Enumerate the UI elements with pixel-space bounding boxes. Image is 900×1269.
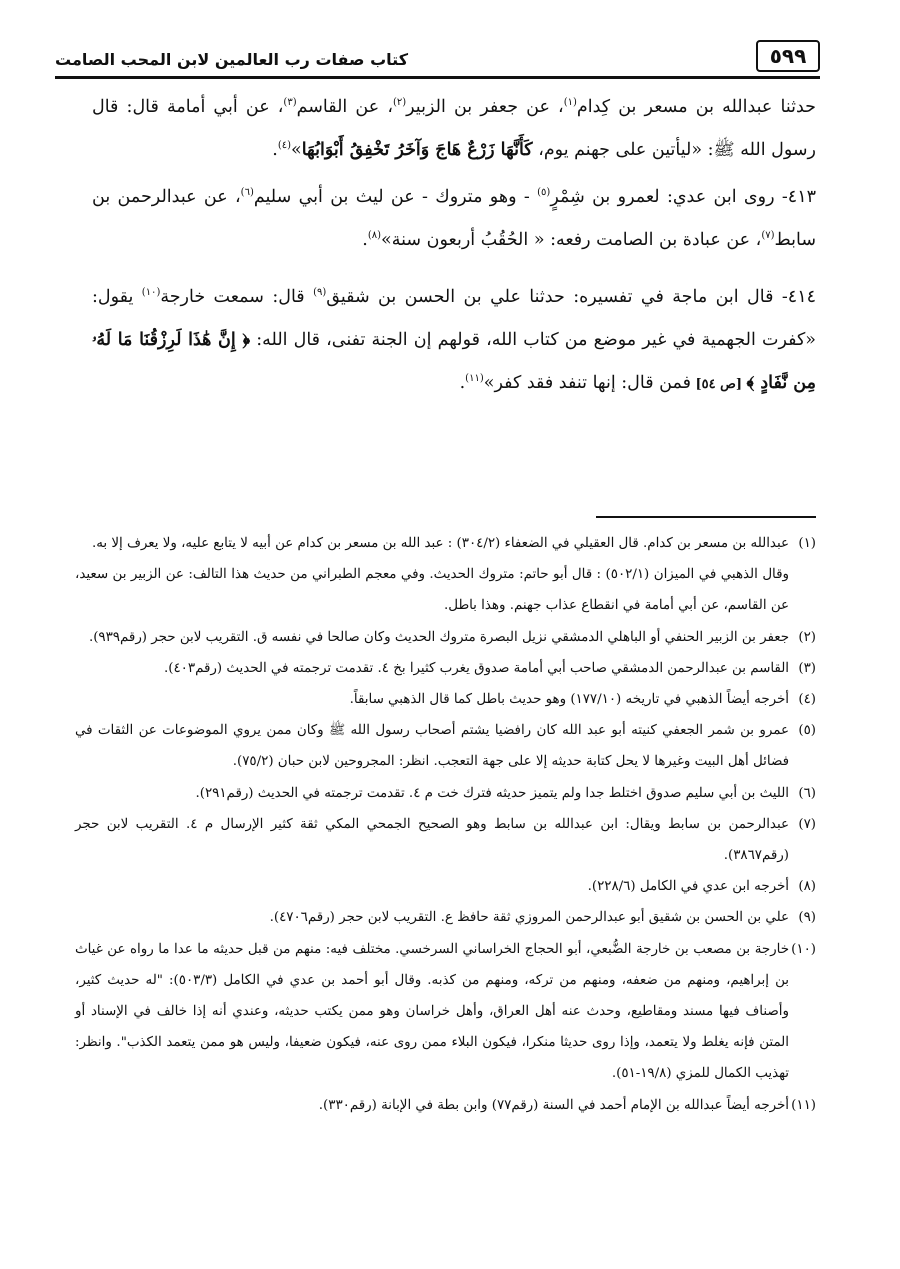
- footnote-number: (٨): [798, 879, 816, 895]
- main-text: [92, 86, 816, 406]
- footnote-1-continued: [75, 559, 816, 621]
- footnote-10: [75, 934, 816, 1090]
- footnote-5: [75, 715, 816, 777]
- footnote-text: عبدالله بن مسعر بن كدام. قال العقيلي في الضعفاء (٣٠٤/٢) : عبد الله بن مسعر بن كدام عن أبيه لا يتابع عليه، ولا يعرف إلا به.: [91, 536, 789, 551]
- footnote-11: [75, 1090, 816, 1121]
- text-run: فمن قال: إنها تنفد فقد كفر»: [483, 373, 691, 393]
- text-run: ، عن عبادة بن الصامت رفعه: « الحُقُبُ أربعون سنة»: [381, 230, 762, 250]
- footnote-ref[interactable]: (٥): [537, 187, 551, 199]
- footnotes: [75, 528, 816, 1121]
- paragraph-413: [92, 176, 816, 262]
- footnote-number: (١): [798, 536, 816, 551]
- footnote-number: (٦): [798, 785, 816, 801]
- text-run: ، عن جعفر بن الزبير: [406, 97, 564, 117]
- footnote-number: (٢): [798, 629, 816, 645]
- footnote-1: [75, 528, 816, 559]
- text-run: ، عن القاسم: [296, 97, 393, 117]
- text-run: .: [459, 373, 466, 393]
- text-run: حدثنا عبدالله بن مسعر بن كِدام: [576, 97, 816, 117]
- text-run: ٤١٣- روى ابن عدي: لعمرو بن شِمْرٍ: [550, 187, 816, 207]
- footnote-number: (٥): [798, 723, 816, 739]
- text-run: ، عن أبي أمامة قال: قال رسول الله ﷺ: «ليأتين على جهنم يوم،: [92, 97, 816, 160]
- footnote-2: [75, 622, 816, 653]
- footnote-8: [75, 871, 816, 902]
- footnote-number: (٩): [798, 910, 816, 926]
- footnote-text: جعفر بن الزبير الحنفي أو الباهلي الدمشقي نزيل البصرة متروك الحديث وكان صالحا في نفسه ق. التقريب لابن حجر (رقم٩٣٩).: [88, 629, 789, 645]
- footnote-ref[interactable]: (١١): [465, 373, 484, 385]
- footnote-ref[interactable]: (١): [563, 97, 577, 109]
- footnote-number: (٤): [798, 692, 816, 708]
- footnote-number: (٧): [798, 816, 816, 832]
- footnote-ref[interactable]: (٤): [277, 140, 291, 152]
- page-header: [55, 36, 820, 76]
- footnote-ref[interactable]: (٣): [283, 97, 297, 109]
- book-title: كتاب صفات رب العالمين لابن المحب الصامت: [55, 50, 409, 69]
- header-rule: [55, 76, 820, 79]
- footnote-text: أخرجه أيضاً عبدالله بن الإمام أحمد في السنة (رقم٧٧) وابن بطة في الإبانة (رقم٣٣٠).: [318, 1097, 789, 1113]
- footnote-7: [75, 809, 816, 871]
- footnote-text: عبدالرحمن بن سابط ويقال: ابن عبدالله بن سابط وهو الصحيح الجمحي المكي ثقة كثير الإرسال م ٤. التقريب لابن حجر (رقم٣٨٦٧).: [75, 816, 789, 864]
- footnote-text: عمرو بن شمر الجعفي كنيته أبو عبد الله كان رافضيا يشتم أصحاب رسول الله ﷺ وكان ممن يروي الموضوعات عن الثقات في فضائل أهل البيت وغيرها لا يحل كتابة حديثه إلا على جهة التعجب. انظر: المجروحين لابن حبان (٧٥/٢).: [75, 723, 789, 770]
- footnote-number: (٣): [798, 660, 816, 676]
- hadith-quote: كَأَنَّهَا زَرْعٌ هَاجَ وَآخَرُ تَخْفِقُ أَبْوَابُهَا: [301, 140, 533, 160]
- text-run: »: [291, 140, 302, 160]
- footnote-ref[interactable]: (٦): [240, 187, 254, 199]
- text-run: - وهو متروك - عن ليث بن أبي سليم: [253, 187, 538, 207]
- footnote-4: [75, 684, 816, 715]
- paragraph-412-continued: [92, 86, 816, 172]
- footnote-3: [75, 653, 816, 684]
- footnote-number: (١١): [791, 1097, 816, 1113]
- footnote-ref[interactable]: (١٠): [141, 287, 161, 299]
- footnote-number: (١٠): [791, 941, 816, 957]
- footnote-text: وقال الذهبي في الميزان (٥٠٢/١) : قال أبو حاتم: متروك الحديث. وفي معجم الطبراني من حديث هذا التالف: عن الزبير بن سعيد، عن القاسم، عن أبي أمامة في انقطاع عذاب جهنم. وهذا باطل.: [75, 567, 789, 614]
- footnote-text: الليث بن أبي سليم صدوق اختلط جدا ولم يتميز حديثه فترك خت م ٤. تقدمت ترجمته في الحديث (رقم٢٩١).: [195, 785, 789, 801]
- manuscript-page-marker: [ص ٥٤]: [690, 377, 747, 392]
- footnote-ref[interactable]: (٨): [367, 230, 382, 242]
- footnote-ref[interactable]: (٧): [761, 230, 775, 242]
- page-number: ٥٩٩: [756, 40, 820, 72]
- text-run: ٤١٤- قال ابن ماجة في تفسيره: حدثنا علي بن الحسن بن شقيق: [326, 287, 816, 307]
- footnote-text: القاسم بن عبدالرحمن الدمشقي صاحب أبي أمامة صدوق يغرب كثيرا بخ ٤. تقدمت ترجمته في الحديث (رقم٤٠٣).: [164, 660, 789, 676]
- footnote-ref[interactable]: (٩): [313, 287, 327, 299]
- footnote-text: خارجة بن مصعب بن خارجة الضُّبعي، أبو الحجاج الخراساني السرخسي. مختلف فيه: منهم من قبل حديثه ما عدا ما رواه عن غياث بن إبراهيم، ومنهم من ضعفه، ومنهم من تركه، ومنهم من كذبه. وقال أبو أحمد بن عدي في الكامل (٥٠٣/٣): "له حديث كثير، وأصناف فيها مسند ومقاطيع، وحدث عنه أهل العراق، وأهل خراسان وهو ممن يكتب حديثه، وعندي أنه إذا خالف في الإسناد أو المتن فإنه يغلط ولا يتعمد، وإذا روى حديثا منكرا، فيكون البلاء ممن روى عنه، فيكون ضعيفا، وليس هو ممن يتعمد الكذب". وانظر: تهذيب الكمال للمزي (١٩/٨-٥١).: [75, 941, 789, 1082]
- footnote-9: [75, 902, 816, 933]
- text-run: .: [272, 140, 278, 160]
- footnote-text: علي بن الحسن بن شقيق أبو عبدالرحمن المروزي ثقة حافظ ع. التقريب لابن حجر (رقم٤٧٠٦).: [269, 910, 789, 926]
- text-run: يقول: «كفرت الجهمية في غير موضع من كتاب الله، قولهم إن الجنة تفنى، قال الله:: [92, 287, 816, 350]
- footnote-separator: [596, 516, 816, 518]
- text-run: .: [362, 230, 368, 250]
- footnote-text: أخرجه ابن عدي في الكامل (٢٢٨/٦).: [587, 879, 789, 895]
- paragraph-414: [92, 276, 816, 406]
- footnote-6: [75, 778, 816, 809]
- quran-ayah: ﴿ إِنَّ هَٰذَا لَرِزْقُنَا مَا لَهُۥ مِن نَّفَادٍ ﴾: [92, 330, 816, 393]
- footnote-text: أخرجه أيضاً الذهبي في تاريخه (١٧٧/١٠) وهو حديث باطل كما قال الذهبي سابقاً.: [349, 692, 789, 708]
- text-run: قال: سمعت خارجة: [160, 287, 314, 307]
- text-run: ، عن عبدالرحمن بن سابط: [92, 187, 816, 250]
- footnote-ref[interactable]: (٢): [392, 97, 407, 109]
